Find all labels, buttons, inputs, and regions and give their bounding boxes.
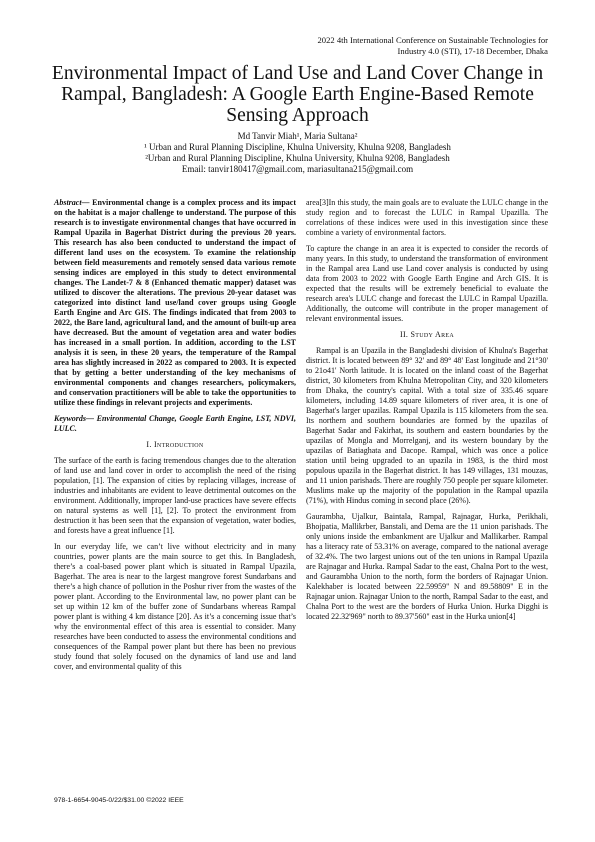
- author-names: Md Tanvir Miah¹, Maria Sultana²: [237, 131, 358, 141]
- affiliation-2: ²Urban and Rural Planning Discipline, Khulna University, Khulna 9208, Bangladesh: [145, 153, 450, 163]
- section-heading-introduction: I. Introduction: [146, 440, 204, 449]
- author-block: [40, 131, 555, 175]
- intro-paragraph-4: To capture the change in an area it is expected to consider the records of many years. In this study, to understand the transformation of environment in the Rampal area Land use Land cover analysis is conducted by using data from 2003 to 2022 with Google Earth Engine and Arch GIS. It is expected that the results will be extremely beneficial to evaluate the research area's LULC change and forecast the LULC in Rampal Upazilla. Additionally, the outcome will contribute in the proper management of relevant environmental issues.: [306, 244, 548, 323]
- abstract: [54, 198, 296, 408]
- conference-line-1: 2022 4th International Conference on Sustainable Technologies for: [317, 35, 548, 45]
- conference-line-2: Industry 4.0 (STI), 17-18 December, Dhaka: [397, 46, 548, 56]
- conference-header: [258, 35, 548, 57]
- author-email: Email: tanvir180417@gmail.com, mariasultana215@gmail.com: [181, 164, 414, 174]
- intro-paragraph-2: In our everyday life, we can’t live without electricity and in many countries, power plants are the main source to get this. In Bangladesh, there’s a coal-based power plant which is situated in Rampal Upazila, Bagerhat. The area is near to the largest mangrove forest Sundarbans and there’s a high chance of pollution in the Poshur river from the wastes of the power plant. According to the Environmental law, no power plant can be set up within 12 km of the buffer zone of Sundarbans whereas Rampal power plant is withing 4 km distance [20]. As it’s a concerning issue that’s why the environmental effect of this area is essential to consider. Many researches have been conducted to assess the environmental conditions and consequences of the Rampal power plant but there has been no previous study found that solely focused on the dynamics of land use and land cover, and environmental quality of this: [54, 542, 296, 671]
- paper-title: Environmental Impact of Land Use and Land Cover Change in Rampal, Bangladesh: A Google Earth Engine-Based Remote Sensing Approach: [51, 63, 544, 126]
- intro-paragraph-3: area[3]In this study, the main goals are to evaluate the LULC change in the study region and to forecast the LULC in Rampal Upazilla. The correlations of these indices were used in this investigation since these combine a variety of environmental factors.: [306, 198, 548, 237]
- study-area-paragraph-2: Gaurambha, Ujalkur, Baintala, Rampal, Rajnagar, Hurka, Perikhali, Bhojpatia, Mallikrber, Banstali, and Dema are the 11 union parishads. The only unions inside the embankment are Ujalkur and Mallikarber. Rampal has a literacy rate of 53.31% on average, compared to the national average of 32.4%. The two largest unions out of the ten unions in Rampal Upazila are Rajnagar and Hurka. Rampal Sadar to the east, Chalna Port to the west, and Gaurambha Union to the north, form the borders of Rajnagar Union. Kalekhaber is located between 22.59959" N and 89.58809" E in the Rajnagar union. Rajnagar Union to the north, Rampal Sadar to the east, and Chalna Port to the west are the borders of Hurka Union. Hurka Digghi is located 22.32'969" north to 89.37'560" east in the Hurka union[4]: [306, 512, 548, 621]
- left-column: [54, 198, 296, 678]
- intro-paragraph-1: The surface of the earth is facing tremendous changes due to the alteration of land use and land cover in order to accomplish the need of the rising population, [1]. The expansion of cities by replacing villages, increase of industries and inhabitants are evident to leave detrimental outcomes on the environment. Additionally, improper land-use practices have severe effects on natural systems as well [1], [2]. To protect the environment from destruction it has been seen that the expansion of vegetation, water bodies, and forests have a great influence [1].: [54, 456, 296, 535]
- section-heading-study-area: II. Study Area: [400, 330, 454, 339]
- copyright-footer: 978-1-6654-9045-0/22/$31.00 ©2022 IEEE: [54, 797, 184, 804]
- study-area-paragraph-1: Rampal is an Upazila in the Bangladeshi division of Khulna's Bagerhat district. It is located between 89° 32' and 89° 48' East longitude and 21°30' to 21o41' North latitude. It is located on the inland coast of the Bagerhat district, 30 kilometers from Khulna Metropolitan City, and 320 kilometers from Dhaka, the country's capital. With a total size of 335.46 square kilometers, including 14.89 square kilometers of river area, it is one of Bagerhat's larger upazilas. Rampal Upazila is 115 kilometers from the sea. Its northern and southern boundaries are formed by the upazilas of Bagerhat Sadar and Fakirhat, its southern and eastern boundaries by the upazilas of Mongla and Morrelganj, and its western boundary by the upazilas of Batiaghata and Dacope. Rampal, which was once a police station until being upgraded to an upazila in 1983, is the third most populous upazila in the Bagerhat district. It has 149 villages, 131 mouzas, and 11 union parishads. There are roughly 750 people per square kilometer. Muslims make up the majority of the population in the Rampal upazila (71%), with Hindus coming in second place (26%).: [306, 346, 548, 505]
- affiliation-1: ¹ Urban and Rural Planning Discipline, Khulna University, Khulna 9208, Bangladesh: [144, 142, 451, 152]
- abstract-lead: Abstract—: [54, 198, 90, 207]
- right-column: [306, 198, 548, 628]
- abstract-text: Environmental change is a complex process and its impact on the habitat is a major challenge to understand. The purpose of this research is to investigate environmental changes that have occurred in Rampal Upazila in Bagerhat District during the previous 20 years. This research has also been conducted to understand the impact of different land uses on the ecosystem. To examine the relationship between field measurements and remotely sensed data various remote sensing indices are employed in this study to detect environmental changes. The Landet-7 & 8 (Enhanced thematic mapper) dataset was utilized to discover the alterations. The previous 20-year dataset was categorized into distinct land use/land cover groups using Google Earth Engine and Arc GIS. The findings indicated that from 2003 to 2022, the Bare land, agricultural land, and the amount of built-up area have decreased. But the amount of vegetation area and water bodies has increased in a small portion. In addition, according to the LST analysis it is seen, in these 20 years, the temperature of the Rampal area has slightly increased in 2022 as compared to 2003. It is expected that by getting a better understanding of the key mechanisms of environmental components and changes researchers, policymakers, and conservation practitioners will be able to take the opportunities to utilize these findings in relevant projects and experiments.: [54, 198, 296, 407]
- keywords: Keywords— Environmental Change, Google Earth Engine, LST, NDVI, LULC.: [54, 414, 296, 433]
